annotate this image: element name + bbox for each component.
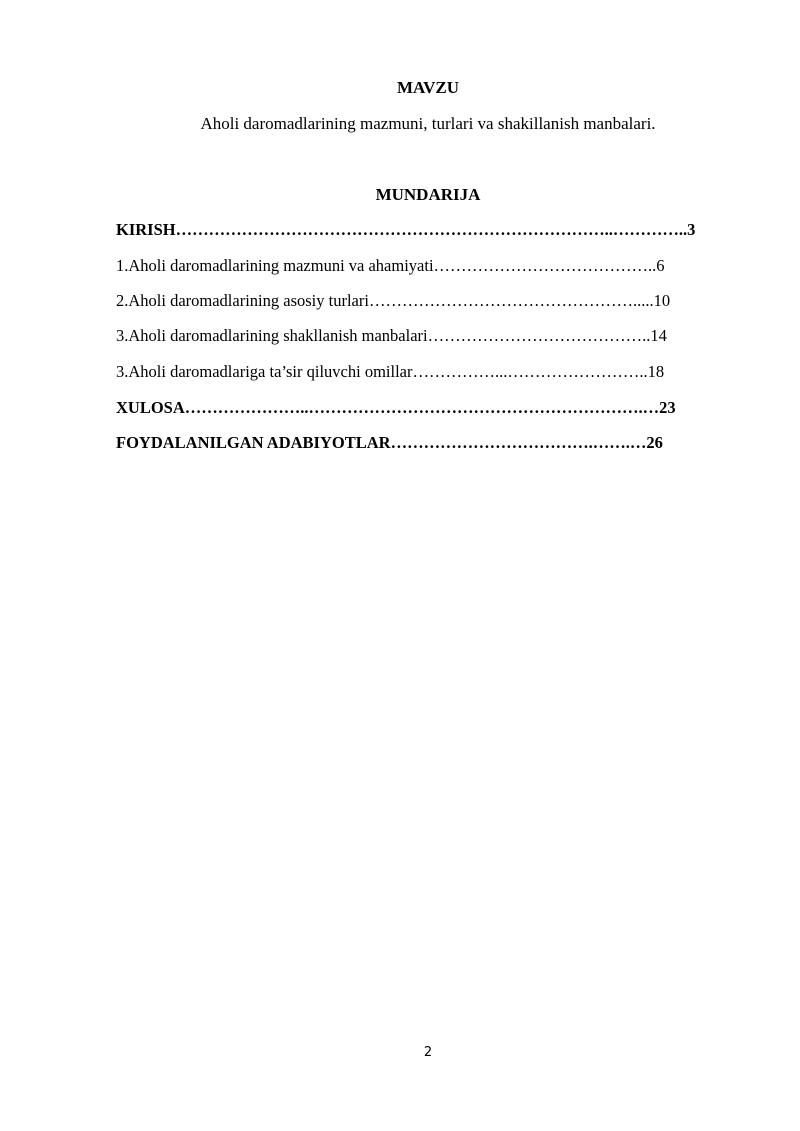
toc-heading: MUNDARIJA	[375, 185, 481, 204]
toc-entry-section-4: 3.Aholi daromadlariga ta’sir qiluvchi omillar……………...……………………..18	[116, 362, 665, 381]
topic-title: Aholi daromadlarining mazmuni, turlari va shakillanish manbalari.	[200, 114, 656, 133]
toc-entry-references: FOYDALANILGAN ADABIYOTLAR……………………………….…….…26	[116, 433, 663, 452]
page-number: 2	[423, 1045, 433, 1060]
toc-entry-section-3: 3.Aholi daromadlarining shakllanish manbalari…………………………………..14	[116, 326, 667, 345]
toc-entry-xulosa: XULOSA…………………..…………………………………………………….…23	[116, 398, 676, 417]
toc-entry-section-1: 1.Aholi daromadlarining mazmuni va ahamiyati…………………………………..6	[116, 256, 665, 275]
topic-heading: MAVZU	[396, 78, 460, 97]
toc-entry-section-2: 2.Aholi daromadlarining asosiy turlari………………………………………….....10	[116, 291, 671, 310]
toc-entry-kirish: KIRISH……………………………………………………………………..…………..3	[116, 220, 696, 239]
